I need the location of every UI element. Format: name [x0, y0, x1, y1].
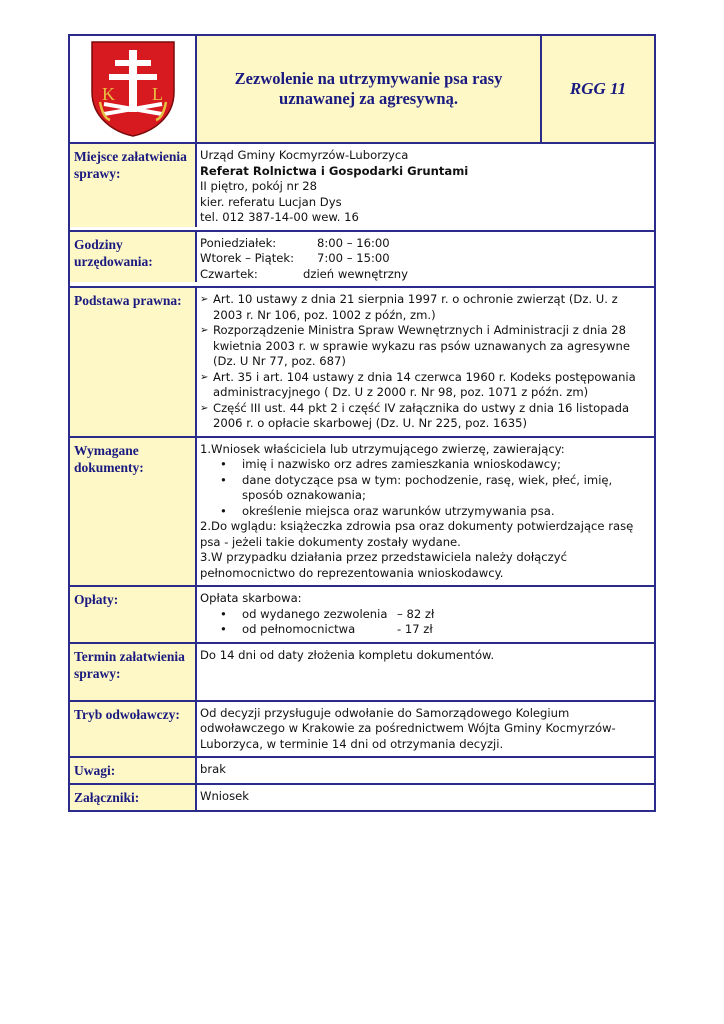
notes-row	[70, 756, 654, 783]
documents-row	[70, 436, 654, 586]
notes-label: Uwagi:	[70, 758, 197, 783]
fee-name: • od pełnomocnictwa	[242, 622, 356, 636]
deadline-label: Termin załatwienia sprawy:	[70, 644, 197, 700]
documents-intro: 1.Wniosek właściciela lub utrzymującego zwierzę, zawierający:	[200, 441, 565, 456]
fee-item	[220, 622, 650, 638]
documents-point-2: 2.Do wglądu: książeczka zdrowia psa oraz dokumenty potwierdzające rasę psa - jeżeli takie dokumenty zostały wydane.	[200, 519, 634, 549]
header-row	[70, 36, 654, 142]
fees-label: Opłaty:	[70, 587, 197, 642]
hours-line	[200, 251, 650, 267]
fees-list	[200, 607, 650, 638]
legal-basis-row	[70, 286, 654, 436]
hours-label: Godziny urzędowania:	[70, 232, 197, 282]
fee-amount: - 17 zł	[397, 622, 433, 636]
document-code: RGG 11	[542, 36, 654, 142]
head-of-department: kier. referatu Lucjan Dys	[200, 194, 342, 209]
deadline-value: Do 14 dni od daty złożenia kompletu dokumentów.	[200, 647, 495, 662]
documents-point-3: 3.W przypadku działania przez przedstawiciela należy dołączyć pełnomocnictwo do reprezentowania wnioskodawcy.	[200, 550, 567, 580]
hours-day: Czwartek:	[200, 266, 258, 281]
procedure-card	[68, 34, 656, 812]
documents-bullet: • określenie miejsca oraz warunków utrzymywania psa.	[220, 504, 650, 520]
hours-line	[200, 267, 650, 283]
attachments-row	[70, 783, 654, 810]
coat-of-arms-icon	[90, 40, 176, 138]
legal-basis-item: ➢ Część III ust. 44 pkt 2 i część IV załącznika do ustwy z dnia 16 listopada 2006 r. o opłacie skarbowej (Dz. U. Nr 225, poz. 1635)	[200, 401, 650, 432]
department-name: Referat Rolnictwa i Gospodarki Gruntami	[200, 163, 469, 178]
notes-value: brak	[200, 762, 226, 776]
appeal-row	[70, 700, 654, 757]
room-info: II piętro, pokój nr 28	[200, 179, 318, 193]
legal-basis-item: ➢ Art. 35 i art. 104 ustawy z dnia 14 czerwca 1960 r. Kodeks postępowania administracyjnego ( Dz. U z 2000 r. Nr 98, poz. 1071 z późn. zm)	[200, 370, 650, 401]
documents-bullet: • imię i nazwisko orz adres zamieszkania wnioskodawcy;	[220, 457, 650, 473]
hours-time: dzień wewnętrzny	[303, 266, 409, 281]
phone-number: tel. 012 387-14-00 wew. 16	[200, 210, 359, 224]
appeal-label: Tryb odwoławczy:	[70, 702, 197, 757]
fees-value	[197, 587, 654, 642]
place-row	[70, 142, 654, 230]
hours-row	[70, 230, 654, 287]
fee-name: • od wydanego zezwolenia	[242, 606, 388, 621]
documents-bullet: • dane dotyczące psa w tym: pochodzenie, rasę, wiek, płeć, imię, sposób oznakowania;	[220, 473, 650, 504]
place-label: Miejsce załatwienia sprawy:	[70, 144, 197, 227]
emblem-letter-l: L	[151, 84, 163, 104]
place-value	[197, 144, 654, 230]
hours-value	[197, 232, 654, 287]
legal-basis-label: Podstawa prawna:	[70, 288, 197, 436]
legal-basis-item: ➢ Rozporządzenie Ministra Spraw Wewnętrznych i Administracji z dnia 28 kwietnia 2003 r. w sprawie wykazu ras psów uznawanych za agresywne (Dz. U Nr 77, poz. 687)	[200, 323, 650, 370]
documents-label: Wymagane dokumenty:	[70, 438, 197, 586]
coat-of-arms-cell	[70, 36, 197, 142]
hours-day: Poniedziałek:	[200, 235, 277, 250]
legal-basis-item: ➢ Art. 10 ustawy z dnia 21 sierpnia 1997 r. o ochronie zwierząt (Dz. U. z 2003 r. Nr 106, poz. 1002 z późn, zm.)	[200, 292, 650, 323]
attachments-value: Wniosek	[200, 789, 250, 803]
fee-item	[220, 607, 650, 623]
document-title: Zezwolenie na utrzymywanie psa rasy uznawanej za agresywną.	[197, 36, 542, 142]
hours-line	[200, 236, 650, 252]
appeal-value: Od decyzji przysługuje odwołanie do Samorządowego Kolegium odwoławczego w Krakowie za pośrednictwem Wójta Gminy Kocmyrzów-Luborzyca, w terminie 14 dni od otrzymania decyzji.	[200, 705, 616, 751]
legal-basis-list	[200, 292, 650, 432]
emblem-letter-k: K	[101, 84, 115, 104]
documents-bullet-list	[200, 457, 650, 519]
legal-basis-value	[197, 288, 654, 436]
fees-row	[70, 585, 654, 642]
documents-value	[197, 438, 654, 586]
hours-time: 8:00 – 16:00	[317, 235, 390, 250]
fees-intro: Opłata skarbowa:	[200, 591, 302, 605]
fee-amount: – 82 zł	[397, 606, 435, 621]
hours-day: Wtorek – Piątek:	[200, 251, 294, 265]
hours-time: 7:00 – 15:00	[317, 251, 390, 265]
attachments-label: Załączniki:	[70, 785, 197, 810]
deadline-row	[70, 642, 654, 700]
office-name: Urząd Gminy Kocmyrzów-Luborzyca	[200, 148, 409, 162]
